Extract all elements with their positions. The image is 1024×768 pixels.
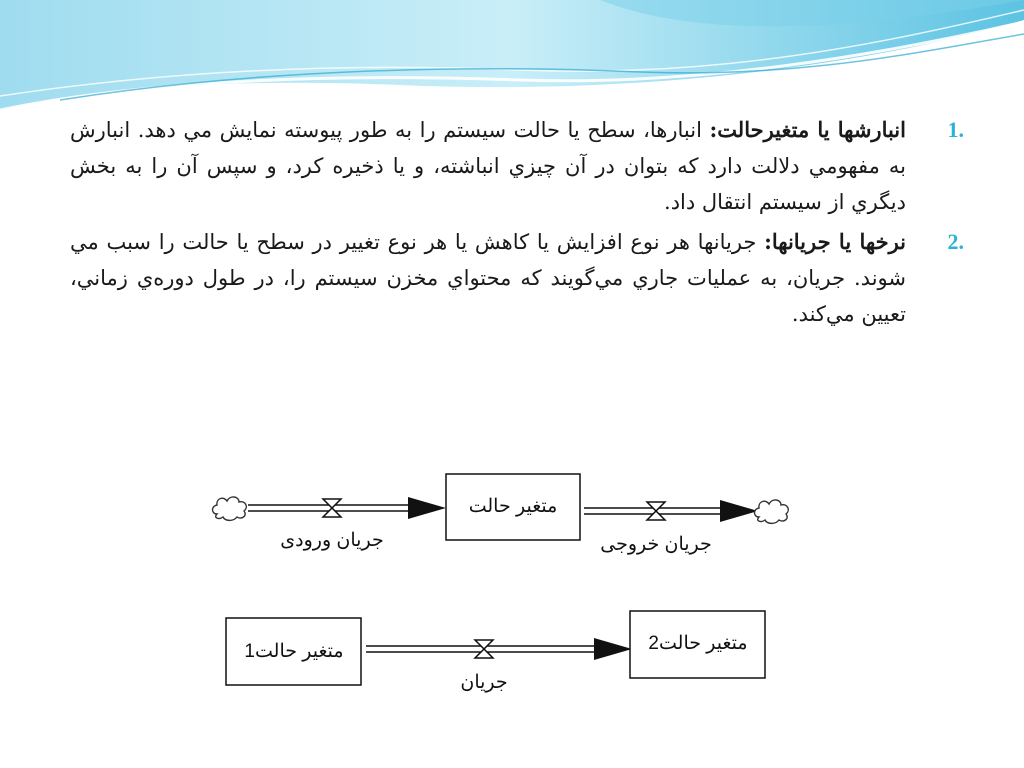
item-number: 1.	[947, 117, 964, 142]
item-text: جريانها هر نوع افزايش يا كاهش يا هر نوع تغيير در سطح يا حالت را سبب مي شوند. جريان، به عمليات جاري مي‌گويند كه محتواي مخزن سيستم را، در طول دوره‌ي زماني، تعيين مي‌كند.	[70, 230, 906, 326]
source-cloud-icon	[213, 497, 247, 520]
flow-arrowhead	[594, 638, 632, 660]
diagram-2	[226, 611, 765, 693]
inflow-label: جريان ورودی	[280, 530, 384, 551]
item-text: انبارها، سطح يا حالت سيستم را به طور پيوسته نمايش مي دهد. انبارش به مفهومي دلالت دارد كه بتوان در آن چيزي انباشته، و يا ذخيره كرد، و سپس آن را به بخش ديگري از سيستم انتقال داد.	[70, 118, 906, 214]
inflow-valve-icon	[323, 499, 341, 517]
sink-cloud-icon	[755, 500, 789, 523]
inflow-arrowhead	[408, 497, 446, 519]
diagram-1	[213, 474, 789, 555]
flow-label: جريان	[460, 672, 508, 693]
outflow-arrowhead	[720, 500, 758, 522]
outflow-label: جريان خروجی	[600, 534, 712, 555]
stock-1-label: متغير حالت1	[244, 641, 344, 662]
item-number: 2.	[947, 229, 964, 254]
stock-label: متغير حالت	[468, 496, 558, 517]
stock-2-label: متغير حالت2	[648, 633, 748, 654]
item-term: انبارشها يا متغيرحالت:	[709, 117, 906, 142]
flow-valve-icon	[475, 640, 493, 658]
outflow-valve-icon	[647, 502, 665, 520]
item-term: نرخها يا جريانها:	[764, 229, 907, 254]
